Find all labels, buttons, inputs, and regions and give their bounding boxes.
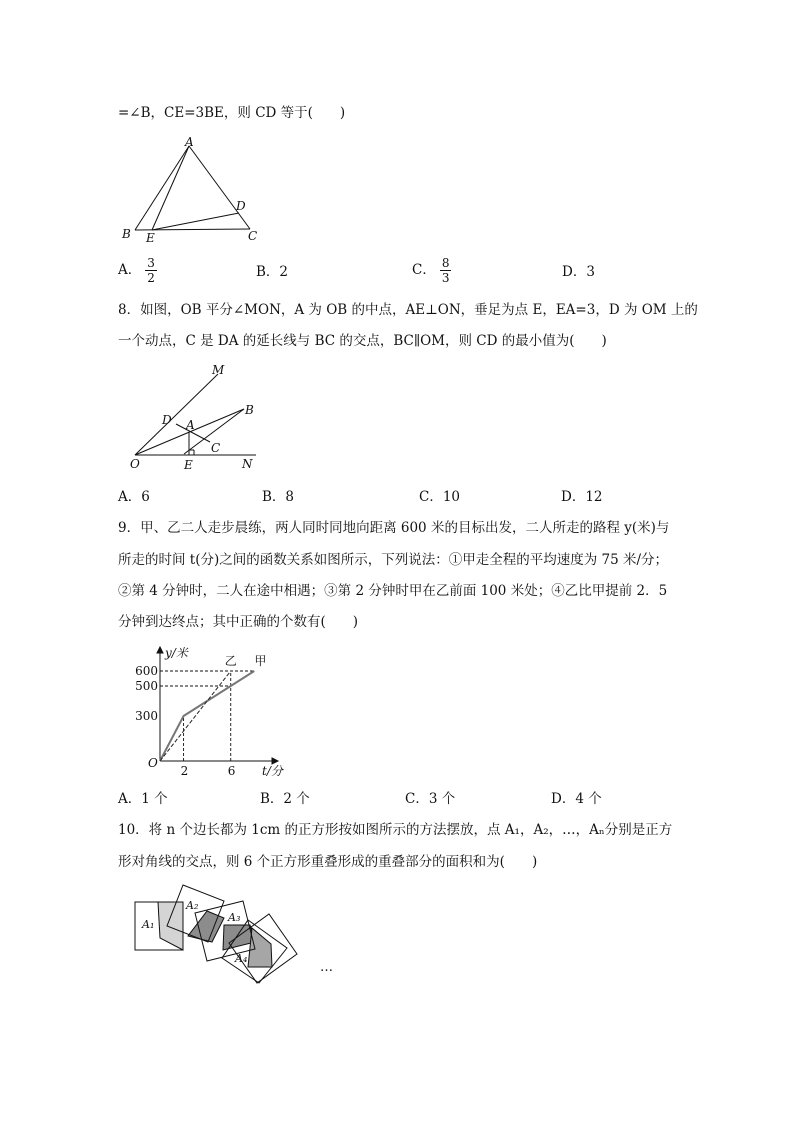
q9-line2: 所走的时间 t(分)之间的函数关系如图所示，下列说法：①甲走全程的平均速度为 75 米/分；	[118, 552, 669, 568]
q8-option-a: A．6	[118, 489, 150, 505]
q8-line1: 8．如图，OB 平分∠MON，A 为 OB 的中点，AE⊥ON，垂足为点 E，EA=3，D 为 OM 上的	[118, 302, 698, 318]
q9-line4: 分钟到达终点；其中正确的个数有( )	[118, 614, 359, 630]
q10-label-a2: A₂	[186, 899, 199, 912]
q9-option-a: A．1 个	[118, 791, 168, 807]
q7-label-b: B	[122, 227, 131, 241]
q9-y-axis-label: y/米	[165, 646, 188, 660]
q8-label-e: E	[184, 458, 193, 472]
q10-overlap-1	[158, 902, 183, 950]
q7-option-a: A． $\frac{3}{2}$	[118, 256, 155, 285]
q8-label-b: B	[245, 403, 254, 417]
q9-y-tick-2: 600	[135, 664, 158, 678]
q7-text: =∠B，CE=3BE，则 CD 等于( )	[118, 105, 346, 121]
q8-label-m: M	[212, 363, 225, 377]
q9-y-tick-0: 300	[135, 709, 158, 723]
q9-line-chart	[135, 645, 290, 778]
q7-option-c: C． $\frac{8}{3}$	[412, 256, 450, 285]
q9-series-label-0: 甲	[254, 654, 267, 668]
q10-line1: 10．将 n 个边长都为 1cm 的正方形按如图所示的方法摆放，点 A₁，A₂，…，Aₙ分别是正方	[118, 822, 673, 838]
q8-angle-figure	[118, 362, 278, 474]
q9-series-0	[160, 671, 254, 761]
q8-option-d: D．12	[561, 489, 603, 505]
q8-label-o: O	[130, 457, 140, 471]
q9-option-b: B．2 个	[260, 791, 310, 807]
q8-label-c: C	[211, 441, 221, 455]
q9-option-d: D．4 个	[551, 791, 602, 807]
q7-triangle-figure	[118, 136, 268, 246]
q8-option-c: C．10	[419, 489, 461, 505]
q10-ellipsis: …	[320, 960, 333, 975]
q7-label-a: A	[185, 135, 194, 149]
q8-label-n: N	[242, 457, 253, 471]
q8-line2: 一个动点，C 是 DA 的延长线与 BC 的交点，BC∥OM，则 CD 的最小值为( )	[118, 333, 607, 349]
q9-origin-label: O	[148, 756, 158, 770]
q8-option-b: B．8	[262, 489, 295, 505]
q8-label-d: D	[162, 413, 172, 427]
q9-option-c: C．3 个	[405, 791, 456, 807]
q10-squares-figure	[130, 880, 360, 1000]
q9-y-tick-1: 500	[135, 679, 158, 693]
q9-x-axis-label: t/分	[262, 764, 283, 778]
q10-label-a1: A₁	[142, 918, 155, 931]
q9-line1: 9．甲、乙二人走步晨练，两人同时同地向距离 600 米的目标出发，二人所走的路程 y(米)与	[118, 520, 670, 536]
q10-label-a4: A₄	[235, 952, 248, 965]
q7-label-c: C	[248, 229, 258, 243]
q8-label-a: A	[186, 418, 195, 432]
q7-option-d: D．3	[562, 264, 595, 280]
q9-x-tick-1: 6	[227, 764, 236, 778]
q7-label-e: E	[146, 231, 155, 245]
q7-label-d: D	[236, 199, 246, 213]
q10-label-a3: A₃	[228, 911, 241, 924]
q9-series-1	[160, 671, 231, 761]
q10-line2: 形对角线的交点，则 6 个正方形重叠形成的重叠部分的面积和为( )	[118, 854, 538, 870]
q9-line3: ②第 4 分钟时，二人在途中相遇；③第 2 分钟时甲在乙前面 100 米处；④乙比甲提前 2．5	[118, 583, 668, 599]
q7-option-b: B．2	[256, 264, 289, 280]
q9-series-label-1: 乙	[224, 654, 237, 668]
q9-x-tick-0: 2	[180, 764, 189, 778]
q9-y-axis-arrow	[157, 647, 163, 653]
